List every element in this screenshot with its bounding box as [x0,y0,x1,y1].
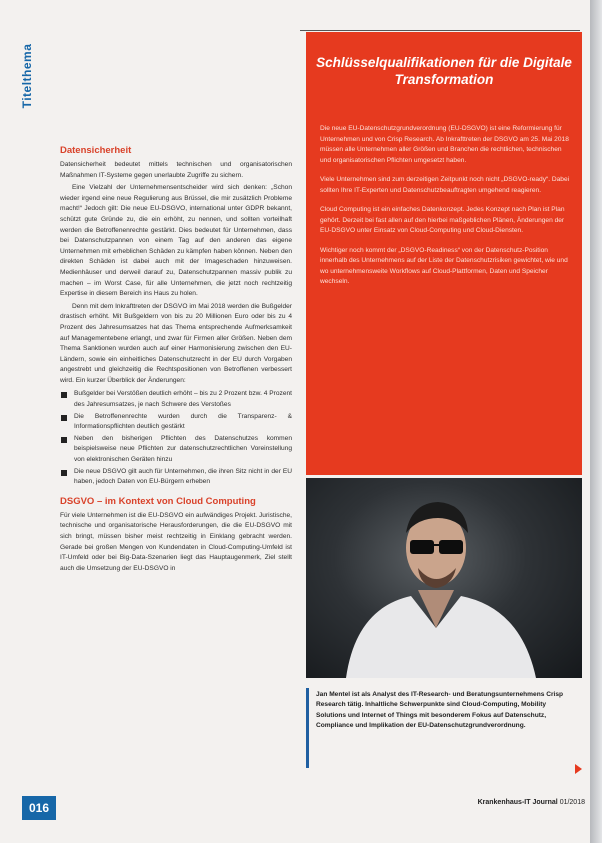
bullet-square-icon [61,415,67,421]
paragraph-1: Datensicherheit bedeutet mittels technischen und organisatorischen Maßnahmen IT-Systeme gegen unerlaubte Zugriffe zu sichern. [60,161,292,179]
paragraph-2: Eine Vielzahl der Unternehmensentscheider wird sich denken: „Schon wieder irgend eine neue Regulierung aus Brüssel, die mir zusätzlich Probleme macht!“ Jedoch gilt: Die neue EU-DSGVO, international unter GDPR bekannt, schützt gute Gründe zu, die ein erhöht, zu nennen, und sollten vorteilhaft werden die Betroffenenrechte gestärkt. Dies bedeutet für Unternehmen, dass bei Datenschutzpannen von einem Tag auf den anderen das eigene Unternehmen mit erheblichen Schäden zu kämpfen haben können. Neben den direkten Schäden ist dabei auch mit der Imageschaden hinzuweisen. Medienhäuser und derweil darauf zu, Datenschutzpannen massiv publik zu machen – im Worst Case, für alle Unternehmen, die jetzt noch rechtzeitig Expertise in diesem Bereich ins Haus zu holen. [60,184,292,298]
page-edge [590,0,602,843]
journal-name: Krankenhaus-IT Journal [477,799,558,806]
heading-datensicherheit: Datensicherheit [60,145,132,156]
caption-text: Jan Mentel ist als Analyst des IT-Research- und Beratungsunternehmens Crisp Research tätig. Inhaltliche Schwerpunkte sind Cloud-Computing, Mobility Solutions und Internet of Things mit besonderem Fokus auf Datenschutz, Compliance und Implikation der EU-Datenschutzgrundverordnung. [316,691,564,730]
paragraph-3: Denn mit dem Inkrafttreten der DSGVO im Mai 2018 werden die Bußgelder drastisch erhöht. Mit Bußgeldern von bis zu 20 Millionen Euro oder bis zu 4 Prozent des Jahresumsatzes hat das Thema entsprechende Aufmerksamkeit auf Managementebene erlangt, und zwar für Firmen aller Größen. Neben dem Thema Sanktionen wurden auch auf einer Harmonisierung zwischen den EU-Ländern, sowie ein einheitliches Datenschutzrecht in der EU durch Vorgaben angestrebt und gleichzeitig die Rechtspositionen von Betroffenen verbessert wird. Ein kurzer Überblick der Änderungen: [60,302,292,384]
bullet-square-icon [61,470,67,476]
list-item: Bußgelder bei Verstößen deutlich erhöht – bis zu 2 Prozent bzw. 4 Prozent des Jahresumsatzes, je nach Schwere des Verstoßes [60,389,292,410]
portrait-illustration [306,478,582,678]
list-item: Die neue DSGVO gilt auch für Unternehmen, die ihren Sitz nicht in der EU haben, jedoch Daten von EU-Bürgern erheben [60,467,292,488]
journal-issue: 01/2018 [559,799,585,806]
continue-arrow-icon [575,764,582,774]
bullet-square-icon [61,437,67,443]
section-label [18,28,36,128]
page-number: 016 [22,796,56,820]
paragraph-4: Für viele Unternehmen ist die EU-DSGVO ein aufwändiges Projekt. Juristische, technische und organisatorische Herausforderungen, die die EU-DSGVO mit sich bringt, müssen bisher meist rechtzeitig in Einklang gebracht werden. Gerade bei großen Mengen von Kundendaten in Cloud-Computing-Umfeld ist IT-Umfeld oder bei Big-Data-Szenarien liegt das Hauptaugenmerk, Ziel stellt auch die Umsetzung der EU-DSGVO in [60,511,292,572]
footer [370,799,585,806]
top-rule [300,30,580,31]
info-box-paragraph: Wichtiger noch kommt der „DSGVO-Readiness“ von der Datenschutz-Position innerhalb des Unternehmens auf der Liste der Datenschutzrisiken gewichtet, wie und wo unternehmensweite Workflows auf Cloud-Plattformen, Daten und Speicher wechseln. [320,246,568,285]
section-label-text: Titelthema [20,43,34,109]
info-box-paragraph: Cloud Computing ist ein einfaches Datenkonzept. Jedes Konzept nach Plan ist Plan gehört. Derzeit bei fast allen auf den hierbei maßgeblichen Plänen, Änderungen der EU-DSGVO unter Einsatz von Cloud-Computing und Cloud-Diensten. [320,206,565,234]
info-box-title: Schlüsselqualifikationen für die Digitale Transformation [316,55,572,87]
info-box-paragraph: Die neue EU-Datenschutzgrundverordnung (EU-DSGVO) ist eine Reformierung für Unternehmen und von Crisp Research. Ab Inkrafttreten der DSGVO am 25. Mai 2018 müssen alle Unternehmen aller Größen und Branchen die rechtlichen, technischen und organisatorischen Pflichten umgesetzt haben. [320,125,569,164]
left-column [60,145,292,576]
heading-cloud-computing: DSGVO – im Kontext von Cloud Computing [60,495,256,507]
info-box [306,32,582,475]
info-box-paragraph: Viele Unternehmen sind zum derzeitigen Zeitpunkt noch nicht „DSGVO-ready“. Dabei sollten Ihre IT-Experten und Datenschutzbeauftragten umgehend reagieren. [320,176,570,194]
list-item: Neben den bisherigen Pflichten des Datenschutzes kommen beispielsweise neue Pflichten zur datenschutzrechtlichen Voreinstellung von elektronischen Geräten hinzu [60,434,292,466]
bullet-square-icon [61,392,67,398]
author-photo [306,478,582,678]
changes-list [60,389,292,487]
author-caption [306,688,572,780]
info-box-text [320,124,570,297]
list-item: Die Betroffenenrechte wurden durch die Transparenz- & Informationspflichten deutlich gestärkt [60,412,292,433]
caption-accent-bar [306,688,309,768]
